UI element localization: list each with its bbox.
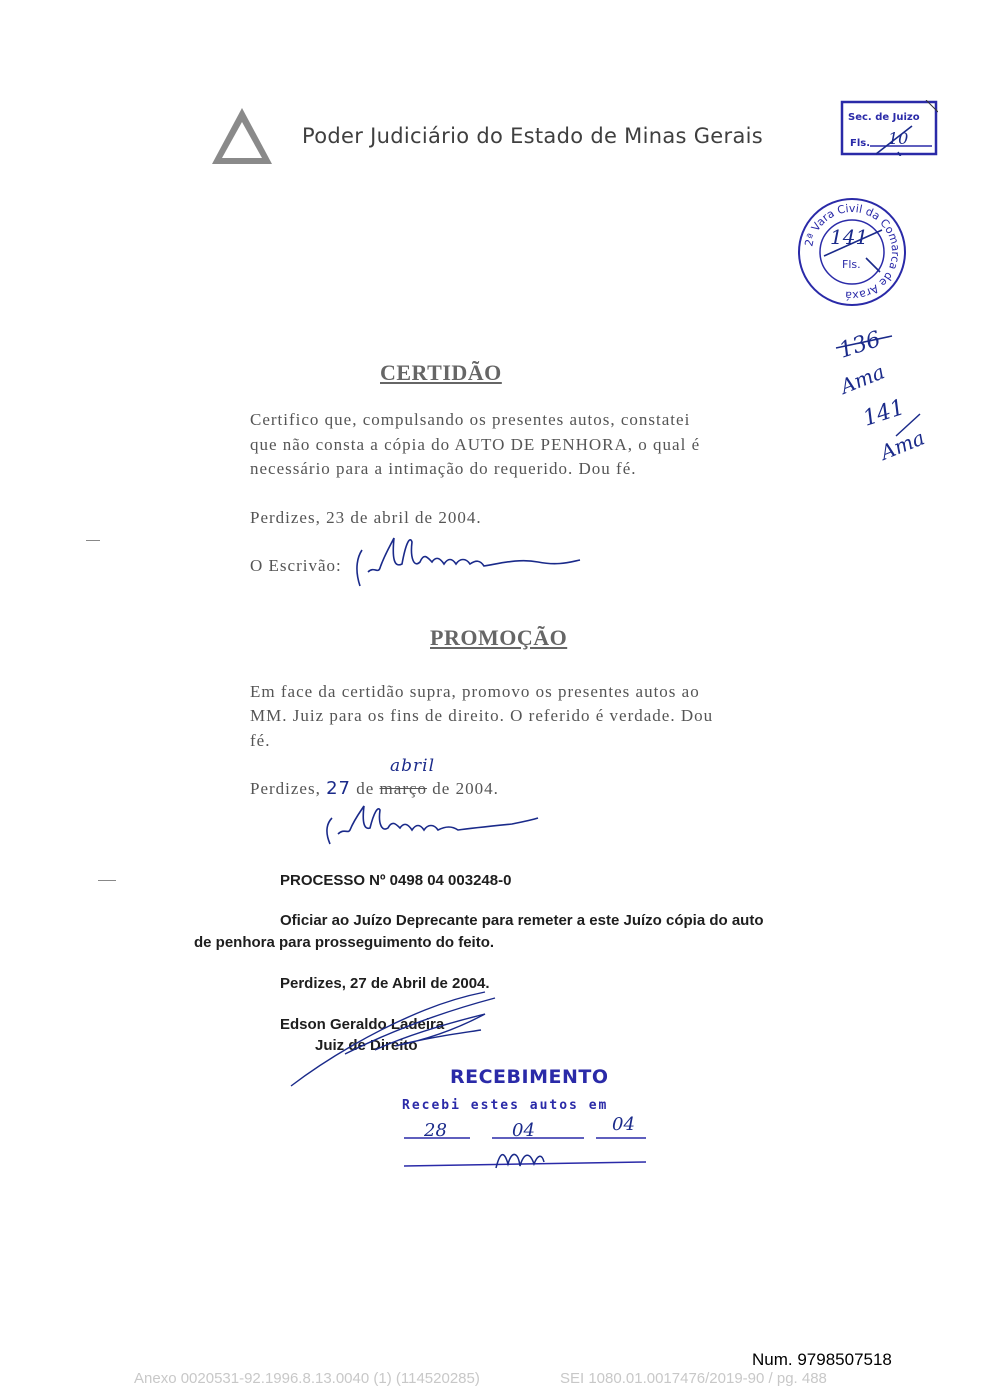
recebimento-day: 28: [424, 1120, 447, 1141]
recebimento-text: Recebi estes autos em: [402, 1098, 609, 1113]
secao-stamp-text: Sec. de Juizo: [848, 112, 920, 123]
promocao-date-de: de: [356, 779, 375, 798]
recebimento-year: 04: [612, 1114, 635, 1135]
promocao-struck-month: março: [379, 779, 428, 798]
despacho-line: de penhora para prosseguimento do feito.: [194, 934, 495, 951]
despacho-date: Perdizes, 27 de Abril de 2004.: [280, 975, 490, 992]
secao-fls-number: 10: [888, 129, 909, 148]
certidao-date: Perdizes, 23 de abril de 2004.: [250, 508, 482, 527]
footer-sei: SEI 1080.01.0017476/2019-90 / pg. 488: [560, 1370, 827, 1387]
recebimento-title: RECEBIMENTO: [450, 1066, 609, 1088]
promocao-date-prefix: Perdizes,: [250, 779, 321, 798]
footer-anexo: Anexo 0020531-92.1996.8.13.0040 (1) (114520285): [134, 1370, 480, 1387]
promocao-date: [250, 756, 499, 799]
promocao-date-day: 27: [326, 778, 351, 799]
margin-handwritten-notes: [822, 322, 962, 472]
judge-name: Edson Geraldo Ladeira: [280, 1016, 445, 1033]
vara-civil-stamp: [796, 196, 908, 308]
margin-note-2: Ama: [836, 359, 888, 399]
document-number: Num. 9798507518: [752, 1350, 892, 1369]
judge-title: Juiz de Direito: [315, 1037, 418, 1054]
margin-note-1: 136: [836, 326, 884, 364]
scan-speck: [98, 880, 116, 881]
vara-stamp-ring-text: 2ª Vara Civil da Comarca de Araxá: [802, 201, 903, 303]
escrivao-label: O Escrivão:: [250, 556, 342, 575]
court-title: Poder Judiciário do Estado de Minas Gerais: [302, 124, 763, 148]
certidao-line: necessário para a intimação do requerido. Dou fé.: [250, 459, 637, 478]
certidao-line: Certifico que, compulsando os presentes autos, constatei: [250, 410, 691, 429]
promocao-line: MM. Juiz para os fins de direito. O referido é verdade. Dou: [250, 706, 714, 725]
escrivao-signature: [348, 528, 588, 590]
margin-note-4: Ama: [876, 425, 928, 465]
scan-speck: [86, 540, 100, 541]
recebimento-month: 04: [512, 1120, 535, 1141]
certidao-heading: CERTIDÃO: [380, 360, 502, 385]
vara-stamp-fls: Fls.: [842, 258, 861, 271]
promocao-heading: PROMOÇÃO: [430, 625, 568, 650]
secao-juizo-stamp: [840, 100, 938, 156]
vara-stamp-number: 141: [830, 225, 869, 249]
certidao-line: que não consta a cópia do AUTO DE PENHORA, o qual é: [250, 435, 701, 454]
secao-fls-label: Fls.: [850, 138, 871, 149]
promocao-signature: [322, 800, 542, 848]
despacho-line: Oficiar ao Juízo Deprecante para remeter a este Juízo cópia do auto: [280, 912, 764, 929]
court-logo-icon: [210, 106, 274, 166]
margin-note-3: 141: [860, 394, 908, 432]
promocao-line: Em face da certidão supra, promovo os presentes autos ao: [250, 682, 700, 701]
promocao-line: fé.: [250, 731, 271, 750]
promocao-handwritten-month: abril: [390, 756, 436, 776]
processo-number: PROCESSO Nº 0498 04 003248-0: [280, 872, 512, 889]
promocao-date-suffix: de 2004.: [432, 779, 499, 798]
